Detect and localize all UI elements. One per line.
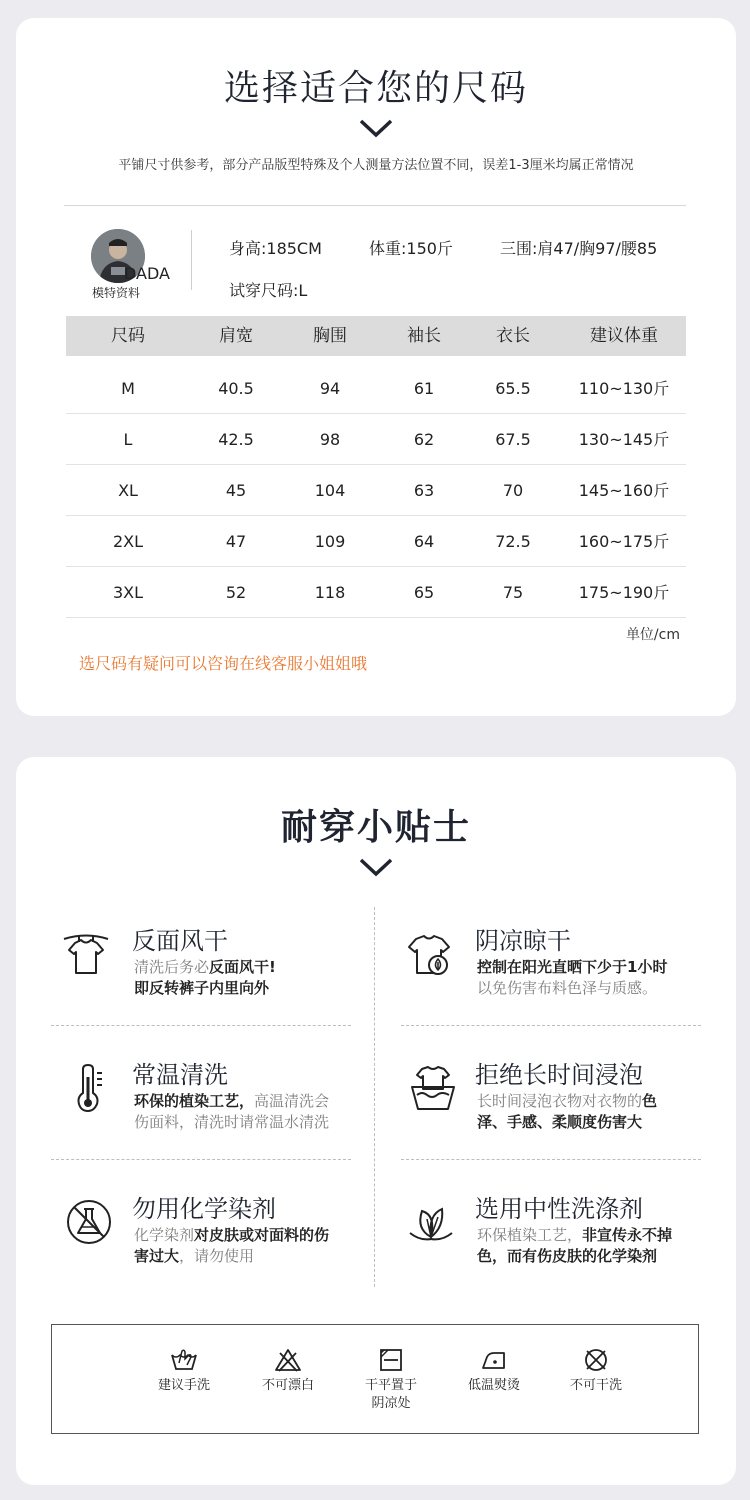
table-cell: 40.5 [218,379,254,398]
table-cell: 94 [319,379,341,398]
tips-section-title: 耐穿小贴士 [280,807,471,848]
tip-desc-line [134,1225,329,1246]
care-item [134,1347,234,1395]
tip-desc-line [477,957,667,978]
size-disclaimer: 平铺尺寸供参考，部分产品版型特殊及个人测量方法位置不同，误差1-3厘米均属正常情况 [118,158,634,173]
table-cell: 47 [225,532,247,551]
table-cell: 2XL [112,532,144,551]
size-table-header [66,316,686,356]
table-cell: L [123,430,133,449]
tip-item [64,1197,114,1251]
tip-text: 高温清洗会 [254,1092,330,1110]
table-cell: 65 [413,583,435,602]
table-cell: 175~190斤 [578,583,670,602]
tip-item [408,1063,458,1117]
table-cell: 70 [502,481,524,500]
care-label: 阴凉处 [371,1396,411,1411]
tip-text-bold: 对皮肤或对面料的伤 [194,1226,330,1244]
tip-text-bold: 即反转裤子内里向外 [134,979,270,997]
table-row [66,567,686,618]
tip-item [404,929,454,983]
care-label: 不可漂白 [261,1378,314,1393]
table-cell: 63 [413,481,435,500]
tip-text: 长时间浸泡衣物对衣物的 [477,1092,643,1110]
tip-title: 常温清洗 [132,1061,228,1089]
column-header: 尺码 [111,326,145,346]
size-section-title: 选择适合您的尺码 [223,68,528,109]
care-item [444,1347,544,1395]
table-cell: 65.5 [495,379,531,398]
care-item [341,1347,441,1413]
table-row [66,363,686,414]
no-dry-clean-icon [582,1347,610,1373]
tip-desc-line [134,1091,329,1112]
care-item [546,1347,646,1395]
tip-item [61,929,111,983]
divider-vertical [374,907,375,1287]
table-row [66,516,686,567]
tip-title: 勿用化学染剂 [132,1195,276,1223]
table-cell: 62 [413,430,435,449]
table-cell: 109 [314,532,346,551]
divider [51,1025,351,1026]
column-header: 胸围 [313,326,347,346]
tip-desc-line [134,978,269,999]
column-header: 建议体重 [590,326,658,346]
low-iron-icon [480,1347,508,1373]
tip-text: ，请勿使用 [179,1247,255,1265]
tip-text: 环保植染工艺， [477,1226,583,1244]
care-tips-card [16,757,736,1485]
tip-desc-line [134,1246,254,1267]
tip-title: 反面风干 [132,927,228,955]
size-card [16,18,736,716]
model-height: 身高:185CM [229,239,322,258]
tip-text-bold: 色，而有伤皮肤的化学染剂 [477,1247,658,1265]
table-cell: 110~130斤 [578,379,670,398]
table-cell: 67.5 [495,430,531,449]
unit-label: 单位/cm [625,627,680,643]
tip-desc-line [477,1246,657,1267]
tip-text-bold: 色 [642,1092,658,1110]
chevron-down-icon [356,855,396,879]
table-row [66,465,686,516]
table-cell: 52 [225,583,247,602]
table-cell: 75 [502,583,524,602]
divider [64,205,686,206]
model-measurements: 三围:肩47/胸97/腰85 [500,239,658,258]
table-cell: 130~145斤 [578,430,670,449]
column-header: 衣长 [496,326,530,346]
model-name: DADA [124,264,170,283]
table-cell: 64 [413,532,435,551]
care-label: 干平置于 [364,1378,417,1393]
table-row [66,414,686,465]
tip-text-bold: 反面风干! [209,958,276,976]
tip-text-bold: 害过大 [134,1247,180,1265]
care-item [238,1347,338,1395]
tip-item [406,1197,456,1251]
hand-wash-icon [170,1347,198,1373]
tip-text: 伤面料，清洗时请常温水清洗 [134,1113,330,1131]
tip-text-bold: 非宣传永不掉 [582,1226,673,1244]
chevron-down-icon [356,116,396,140]
table-cell: 61 [413,379,435,398]
thermometer-icon [64,1063,114,1113]
tip-text-bold: 控制在阳光直晒下少于1小时 [477,958,668,976]
table-cell: XL [118,481,138,500]
tip-title: 拒绝长时间浸泡 [475,1061,643,1089]
shirt-leaf-icon [404,929,454,979]
tip-desc-line [477,1225,672,1246]
no-chemical-icon [64,1197,114,1247]
table-cell: 104 [314,481,346,500]
model-trial-size: 试穿尺码:L [229,281,308,300]
tip-text: 以免伤害布料色泽与质感。 [477,979,658,997]
care-label: 不可干洗 [569,1378,622,1393]
tip-text-bold: 泽、手感、柔顺度伤害大 [477,1113,643,1131]
care-symbols-box [51,1324,699,1434]
column-header: 袖长 [407,326,441,346]
table-cell: 45 [225,481,247,500]
divider [51,1159,351,1160]
table-cell: 98 [319,430,341,449]
table-cell: 145~160斤 [578,481,670,500]
tip-text: 清洗后务必 [134,958,210,976]
table-cell: 72.5 [495,532,531,551]
tip-text-bold: 环保的植染工艺， [134,1092,255,1110]
tip-item [64,1063,114,1117]
hanging-shirt-icon [61,929,111,979]
soak-basin-icon [408,1063,458,1113]
dry-flat-shade-icon [377,1347,405,1373]
size-help-notice: 选尺码有疑问可以咨询在线客服小姐姐哦 [79,654,368,673]
table-cell: 160~175斤 [578,532,670,551]
column-header: 肩宽 [219,326,253,346]
table-cell: 42.5 [218,430,254,449]
tip-title: 阴凉晾干 [475,927,571,955]
divider-vertical [191,230,192,290]
tip-desc-line [134,957,276,978]
model-weight: 体重:150斤 [369,239,453,258]
table-cell: 118 [314,583,346,602]
table-cell: M [121,379,135,398]
care-label: 低温熨烫 [467,1378,520,1393]
model-label: 模特资料 [92,286,141,300]
tip-desc-line [477,978,657,999]
divider [401,1025,701,1026]
table-cell: 3XL [112,583,144,602]
tip-desc-line [477,1112,642,1133]
no-bleach-icon [274,1347,302,1373]
tip-title: 选用中性洗涤剂 [475,1195,643,1223]
tip-desc-line [477,1091,657,1112]
divider [401,1159,701,1160]
leaf-hand-icon [406,1197,456,1247]
tip-text: 化学染剂 [134,1226,195,1244]
tip-desc-line [134,1112,329,1133]
care-label: 建议手洗 [157,1378,210,1393]
